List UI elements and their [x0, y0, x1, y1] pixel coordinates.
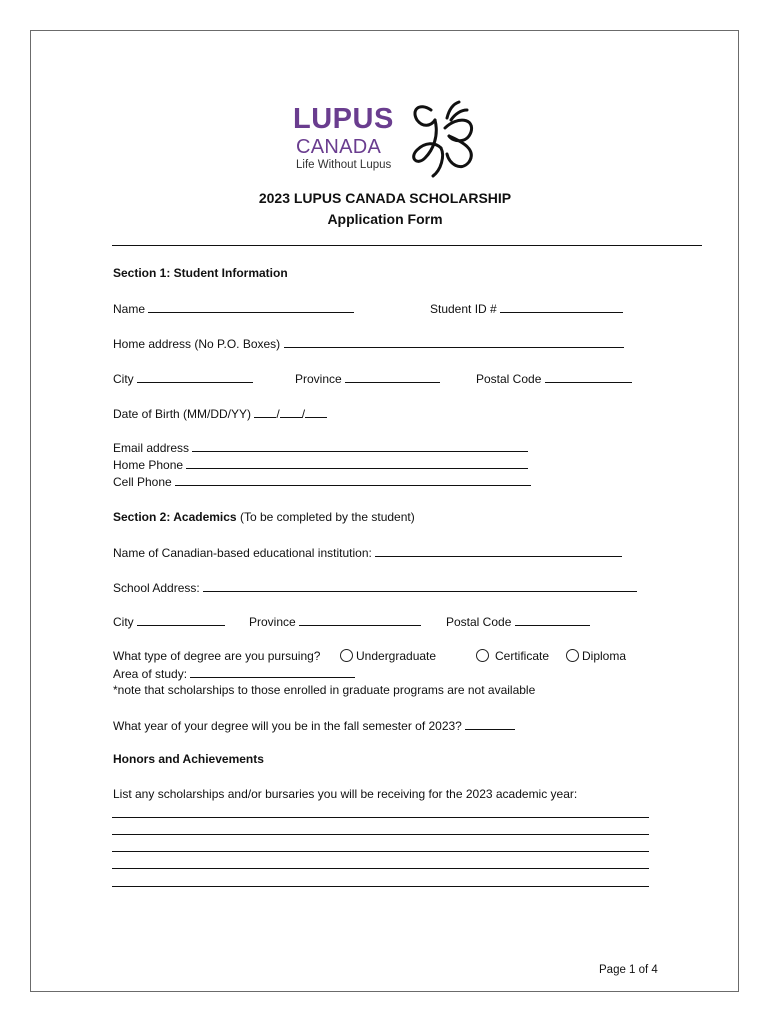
city-field[interactable]: [137, 371, 253, 383]
school-address-row: [113, 580, 637, 595]
home-phone-label: Home Phone: [113, 458, 184, 472]
dob-month-field[interactable]: [254, 406, 276, 418]
school-address-label: School Address:: [113, 581, 200, 595]
degree-option-label: Undergraduate: [356, 649, 437, 663]
form-title: 2023 LUPUS CANADA SCHOLARSHIP: [258, 190, 512, 206]
honors-line-1[interactable]: [112, 817, 649, 818]
honors-prompt: List any scholarships and/or bursaries you will be receiving for the 2023 academic year:: [113, 787, 578, 801]
school-province-row: [249, 614, 421, 629]
home-address-row: [113, 336, 624, 351]
radio-certificate-icon[interactable]: [476, 649, 489, 662]
school-city-field[interactable]: [137, 614, 225, 626]
degree-option-diploma[interactable]: [566, 649, 626, 663]
school-city-row: [113, 614, 225, 629]
radio-diploma-icon[interactable]: [566, 649, 579, 662]
dob-day-field[interactable]: [280, 406, 302, 418]
cell-phone-field[interactable]: [175, 474, 531, 486]
postal-code-field[interactable]: [545, 371, 632, 383]
school-postal-row: [446, 614, 590, 629]
title-divider: [112, 245, 702, 246]
student-id-field[interactable]: [500, 301, 623, 313]
school-city-label: City: [113, 615, 134, 629]
logo-lupus-text: LUPUS: [293, 103, 394, 135]
degree-option-undergraduate[interactable]: [340, 649, 436, 663]
institution-row: [113, 545, 622, 560]
name-label: Name: [113, 302, 146, 316]
name-field[interactable]: [148, 301, 354, 313]
degree-option-label: Diploma: [582, 649, 627, 663]
butterfly-logo-icon: [405, 98, 485, 180]
graduate-note: *note that scholarships to those enrolled in graduate programs are not available: [113, 683, 536, 697]
year-question-row: [113, 718, 515, 733]
degree-option-label: Certificate: [495, 649, 550, 663]
postal-code-label: Postal Code: [476, 372, 542, 386]
honors-line-5[interactable]: [112, 886, 649, 887]
school-province-field[interactable]: [299, 614, 421, 626]
home-address-label: Home address (No P.O. Boxes): [113, 337, 281, 351]
area-of-study-row: [113, 666, 355, 681]
name-row: [113, 301, 354, 316]
degree-option-certificate[interactable]: [476, 649, 549, 663]
city-row: [113, 371, 253, 386]
area-of-study-label: Area of study:: [113, 667, 188, 681]
logo-tagline: Life Without Lupus: [296, 159, 392, 171]
institution-label: Name of Canadian-based educational institution:: [113, 546, 372, 560]
radio-undergraduate-icon[interactable]: [340, 649, 353, 662]
section2-note: (To be completed by the student): [239, 510, 415, 524]
home-address-field[interactable]: [284, 336, 624, 348]
student-id-label: Student ID #: [430, 302, 497, 316]
honors-line-2[interactable]: [112, 834, 649, 835]
cell-phone-row: [113, 474, 531, 489]
section2-heading: Section 2: Academics: [113, 510, 237, 524]
home-phone-field[interactable]: [186, 457, 528, 469]
email-field[interactable]: [192, 440, 528, 452]
honors-heading: Honors and Achievements: [113, 752, 264, 766]
cell-phone-label: Cell Phone: [113, 475, 172, 489]
province-field[interactable]: [345, 371, 440, 383]
city-label: City: [113, 372, 134, 386]
page-number: Page 1 of 4: [599, 964, 658, 976]
honors-line-3[interactable]: [112, 851, 649, 852]
degree-question: What type of degree are you pursuing?: [113, 649, 321, 663]
school-postal-field[interactable]: [515, 614, 590, 626]
school-address-field[interactable]: [203, 580, 637, 592]
year-question: What year of your degree will you be in the fall semester of 2023?: [113, 719, 462, 733]
year-field[interactable]: [465, 718, 515, 730]
email-label: Email address: [113, 441, 190, 455]
form-subtitle: Application Form: [327, 211, 443, 227]
postal-code-row: [476, 371, 632, 386]
province-row: [295, 371, 440, 386]
logo-canada-text: CANADA: [296, 136, 382, 158]
area-of-study-field[interactable]: [190, 666, 355, 678]
home-phone-row: [113, 457, 528, 472]
honors-line-4[interactable]: [112, 868, 649, 869]
dob-row: Date of Birth (MM/DD/YY) / /: [113, 406, 327, 421]
institution-field[interactable]: [375, 545, 622, 557]
student-id-row: [430, 301, 623, 316]
section1-heading: Section 1: Student Information: [113, 266, 288, 280]
degree-question-row: [113, 649, 320, 663]
email-row: [113, 440, 528, 455]
dob-label: Date of Birth (MM/DD/YY): [113, 407, 252, 421]
dob-year-field[interactable]: [305, 406, 327, 418]
section2-heading-row: [113, 510, 415, 524]
school-province-label: Province: [249, 615, 296, 629]
province-label: Province: [295, 372, 342, 386]
school-postal-label: Postal Code: [446, 615, 512, 629]
